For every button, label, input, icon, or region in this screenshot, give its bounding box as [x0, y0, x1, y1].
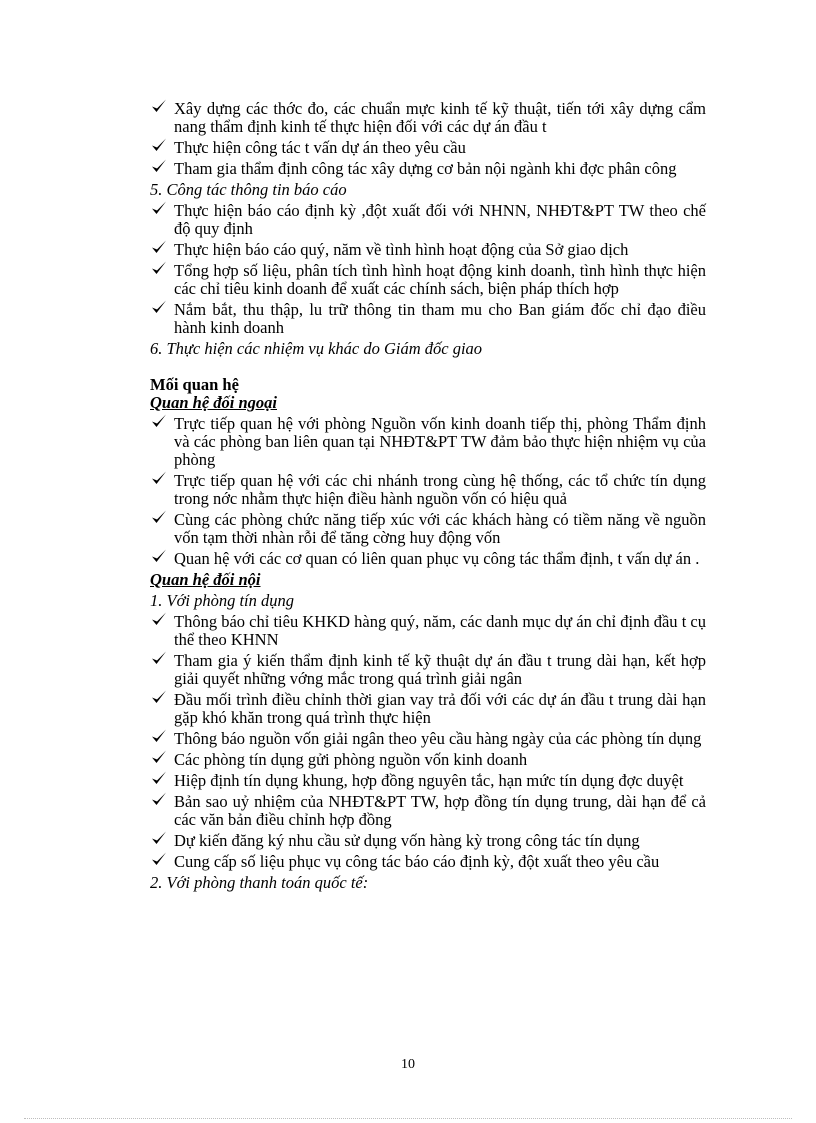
checkmark-icon — [150, 298, 168, 316]
checkmark-icon — [150, 688, 168, 706]
checkmark-icon — [150, 850, 168, 868]
list-item — [150, 691, 706, 727]
checkmark-icon — [150, 157, 168, 175]
list-item-text: Cung cấp số liệu phục vụ công tác báo cáo định kỳ, đột xuất theo yêu cầu — [174, 852, 660, 871]
subsection-1-title: 1. Với phòng tín dụng — [150, 591, 295, 610]
checkmark-icon — [150, 829, 168, 847]
checkmark-icon — [150, 136, 168, 154]
checkmark-icon — [150, 412, 168, 430]
list-item-text: Thông báo chỉ tiêu KHKD hàng quý, năm, các danh mục dự án chỉ định đầu t cụ thể theo KHNN — [174, 612, 706, 649]
page-bottom-divider — [24, 1118, 792, 1119]
bullet-list-internal — [150, 613, 706, 871]
subsection-2-title: 2. Với phòng thanh toán quốc tế: — [150, 873, 369, 892]
section-6-title: 6. Thực hiện các nhiệm vụ khác do Giám đốc giao — [150, 339, 483, 358]
list-item — [150, 472, 706, 508]
checkmark-icon — [150, 649, 168, 667]
list-item-text: Trực tiếp quan hệ với phòng Nguồn vốn kinh doanh tiếp thị, phòng Thẩm định và các phòng ban liên quan tại NHĐT&PT TW đảm bảo thực hiện nhiệm vụ của phòng — [174, 414, 706, 469]
list-item-text: Trực tiếp quan hệ với các chi nhánh trong cùng hệ thống, các tổ chức tín dụng trong nớc nhằm thực hiện điều hành nguồn vốn có hiệu quả — [174, 471, 706, 508]
checkmark-icon — [150, 790, 168, 808]
list-item — [150, 652, 706, 688]
list-item-text: Thực hiện công tác t vấn dự án theo yêu cầu — [174, 138, 466, 157]
list-item — [150, 100, 706, 136]
external-relations-title: Quan hệ đối ngoại — [150, 393, 277, 412]
checkmark-icon — [150, 610, 168, 628]
list-item — [150, 853, 706, 871]
list-item-text: Các phòng tín dụng gửi phòng nguồn vốn kinh doanh — [174, 750, 528, 769]
bullet-list-external — [150, 415, 706, 568]
list-item — [150, 730, 706, 748]
list-item-text: Tổng hợp số liệu, phân tích tình hình hoạt động kinh doanh, tình hình thực hiện các chỉ tiêu kinh doanh để xuất các chính sách, biện pháp thích hợp — [174, 261, 706, 298]
section-5-title: 5. Công tác thông tin báo cáo — [150, 180, 347, 199]
list-item-text: Đầu mối trình điều chỉnh thời gian vay trả đối với các dự án đầu t trung dài hạn gặp khó khăn trong quá trình thực hiện — [174, 690, 706, 727]
list-item — [150, 301, 706, 337]
list-item-text: Thực hiện báo cáo quý, năm về tình hình hoạt động của Sở giao dịch — [174, 240, 629, 259]
list-item — [150, 793, 706, 829]
list-item — [150, 415, 706, 469]
checkmark-icon — [150, 199, 168, 217]
checkmark-icon — [150, 238, 168, 256]
list-item — [150, 511, 706, 547]
list-item-text: Hiệp định tín dụng khung, hợp đồng nguyên tắc, hạn mức tín dụng đợc duyệt — [174, 771, 684, 790]
relations-heading: Mối quan hệ — [150, 375, 239, 394]
bullet-list-top — [150, 100, 706, 178]
internal-relations-title: Quan hệ đối nội — [150, 570, 261, 589]
page-number: 10 — [401, 1057, 415, 1072]
checkmark-icon — [150, 769, 168, 787]
list-item — [150, 613, 706, 649]
list-item-text: Tham gia ý kiến thẩm định kinh tế kỹ thuật dự án đầu t trung dài hạn, kết hợp giải quyết những vớng mắc trong quá trình giải ngân — [174, 651, 706, 688]
list-item-text: Xây dựng các thớc đo, các chuẩn mực kinh tế kỹ thuật, tiến tới xây dựng cẩm nang thẩm định kinh tế thực hiện đối với các dự án đầu t — [174, 99, 706, 136]
bullet-list-section-5 — [150, 202, 706, 337]
checkmark-icon — [150, 508, 168, 526]
list-item-text: Thực hiện báo cáo định kỳ ,đột xuất đối với NHNN, NHĐT&PT TW theo chế độ quy định — [174, 201, 706, 238]
list-item-text: Tham gia thẩm định công tác xây dựng cơ bản nội ngành khi đợc phân công — [174, 159, 677, 178]
checkmark-icon — [150, 259, 168, 277]
list-item-text: Bản sao uỷ nhiệm của NHĐT&PT TW, hợp đồng tín dụng trung, dài hạn để cả các văn bản điều chỉnh hợp đồng — [174, 792, 706, 829]
list-item — [150, 772, 706, 790]
document-body — [150, 100, 706, 895]
list-item — [150, 751, 706, 769]
list-item — [150, 160, 706, 178]
checkmark-icon — [150, 547, 168, 565]
list-item — [150, 241, 706, 259]
list-item — [150, 832, 706, 850]
checkmark-icon — [150, 727, 168, 745]
checkmark-icon — [150, 97, 168, 115]
list-item-text: Thông báo nguồn vốn giải ngân theo yêu cầu hàng ngày của các phòng tín dụng — [174, 729, 702, 748]
checkmark-icon — [150, 469, 168, 487]
list-item-text: Cùng các phòng chức năng tiếp xúc với các khách hàng có tiềm năng về nguồn vốn tạm thời nhàn rỗi để tăng cờng huy động vốn — [174, 510, 706, 547]
list-item — [150, 550, 706, 568]
list-item — [150, 139, 706, 157]
checkmark-icon — [150, 748, 168, 766]
list-item-text: Nắm bắt, thu thập, lu trữ thông tin tham mu cho Ban giám đốc chỉ đạo điều hành kinh doanh — [174, 300, 706, 337]
list-item-text: Dự kiến đăng ký nhu cầu sử dụng vốn hàng kỳ trong công tác tín dụng — [174, 831, 640, 850]
list-item — [150, 262, 706, 298]
list-item-text: Quan hệ với các cơ quan có liên quan phục vụ công tác thẩm định, t vấn dự án . — [174, 549, 700, 568]
list-item — [150, 202, 706, 238]
